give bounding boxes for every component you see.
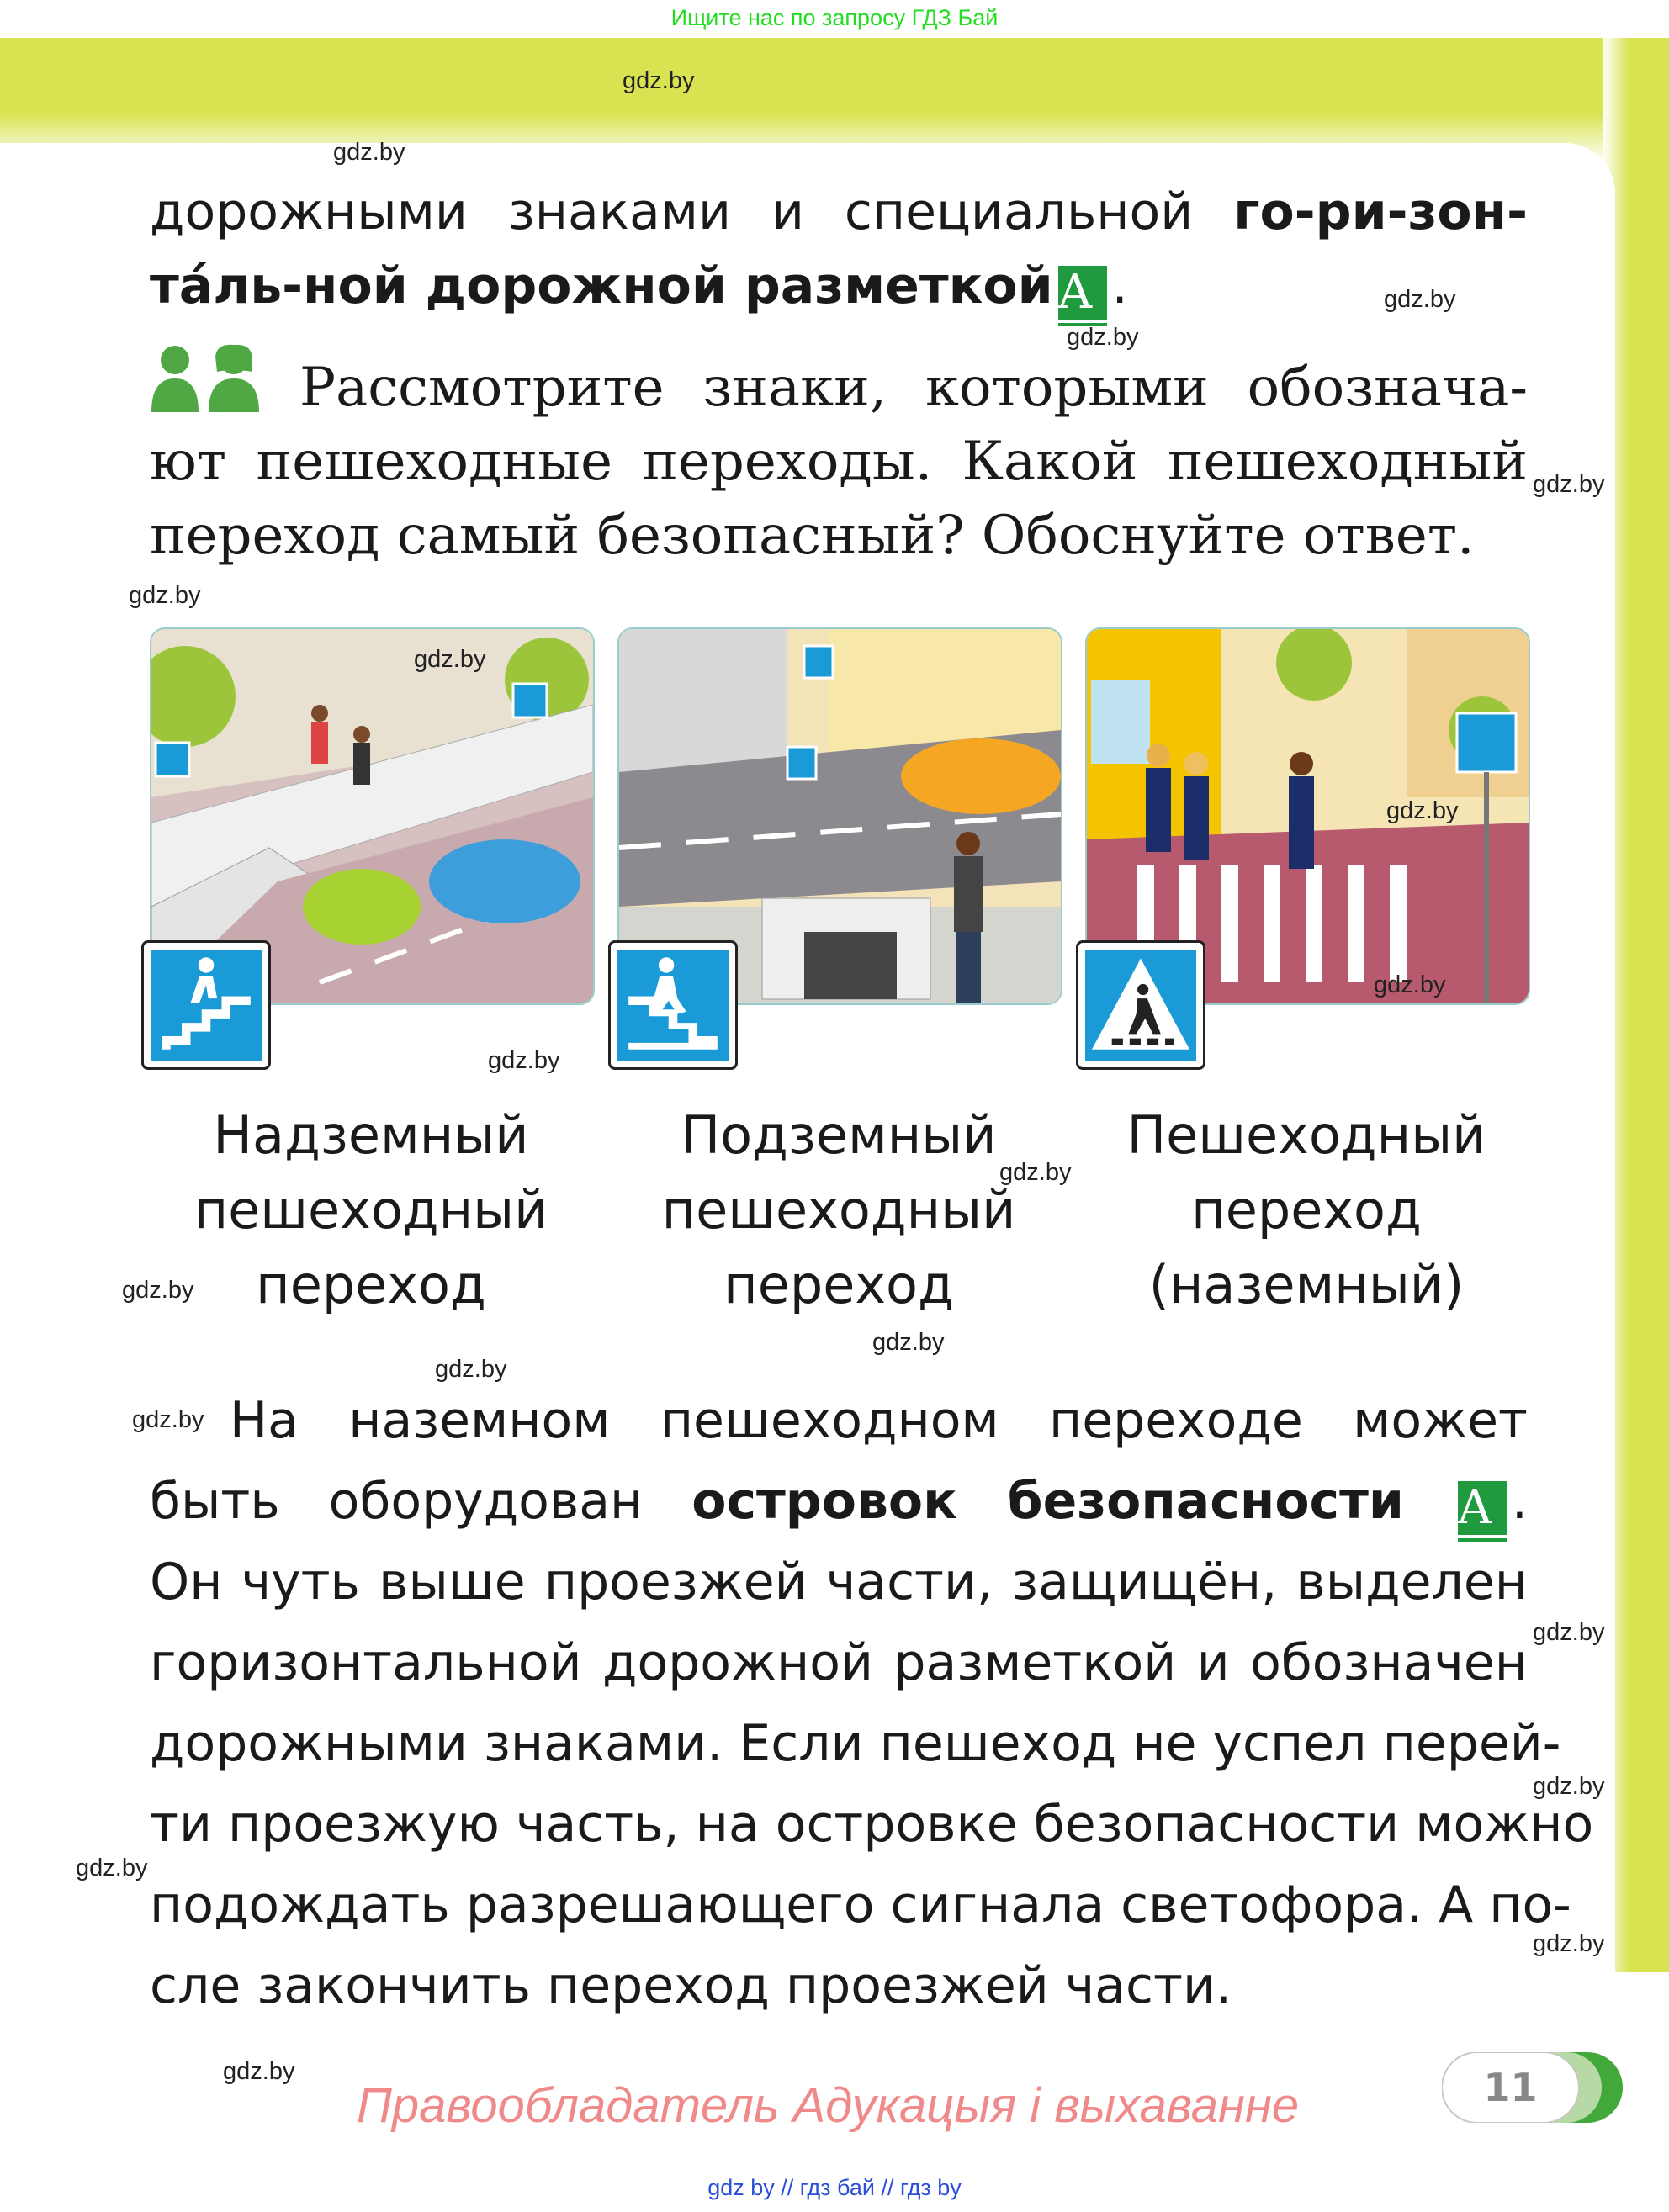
bold-term: та́ль-ной дорожной разметкой	[150, 257, 1053, 315]
caption-line: переход	[723, 1254, 954, 1315]
task-line: Рассмотрите знаки, которыми обознача-	[299, 357, 1528, 419]
text-span: горизонтальной дорожной разметкой и обозначен	[150, 1633, 1528, 1692]
watermark: gdz.by	[122, 1277, 194, 1304]
caption-line: переход	[256, 1254, 486, 1315]
caption-line: пешеходный	[661, 1179, 1016, 1241]
bold-term: го-ри-зон-	[1233, 183, 1528, 241]
task-line: переход самый безопасный? Обоснуйте ответ.	[150, 505, 1475, 567]
pair-work-icon	[150, 343, 262, 412]
bold-term: островок безопасности	[691, 1472, 1404, 1531]
text-span: .	[1111, 257, 1128, 315]
watermark: gdz.by	[1386, 797, 1459, 824]
watermark: gdz.by	[999, 1159, 1072, 1186]
watermark: gdz.by	[623, 67, 695, 94]
text-line	[150, 1714, 1561, 1773]
watermark: gdz.by	[872, 1329, 945, 1356]
text-span: подождать разрешающего сигнала светофора. А по-	[150, 1876, 1571, 1934]
copyright-text: Правообладатель Адукацыя і выхаванне	[356, 2078, 1300, 2133]
text-span: сле закончить переход проезжей части.	[150, 1956, 1232, 2015]
watermark: gdz.by	[1067, 324, 1139, 351]
text-line	[150, 183, 1528, 241]
text-span: дорожными знаками и специальной	[150, 183, 1234, 241]
text-span: дорожными знаками. Если пешеход не успел перей-	[150, 1714, 1561, 1773]
top-banner: Ищите нас по запросу ГДЗ Бай	[670, 5, 999, 30]
text-line	[150, 1553, 1528, 1611]
text-span: На наземном пешеходном переходе может	[230, 1391, 1528, 1450]
caption-underpass	[612, 1098, 1066, 1322]
text-span: Он чуть выше проезжей части, защищён, выделен	[150, 1553, 1528, 1611]
text-span: ти проезжую часть, на островке безопасности можно	[150, 1795, 1594, 1854]
text-span: .	[1511, 1472, 1528, 1531]
text-line	[150, 1473, 1528, 1538]
caption-line: Надземный	[213, 1104, 529, 1166]
watermark: gdz.by	[488, 1047, 560, 1074]
watermark: gdz.by	[1533, 1619, 1605, 1646]
caption-line: Пешеходный	[1126, 1104, 1486, 1166]
text-line	[150, 1634, 1528, 1692]
watermark: gdz.by	[333, 139, 405, 166]
watermark: gdz.by	[1533, 1773, 1605, 1800]
glossary-a-icon[interactable]: A	[1458, 1481, 1507, 1538]
caption-line: пешеходный	[193, 1179, 548, 1241]
watermark: gdz.by	[132, 1406, 204, 1433]
caption-overpass	[144, 1098, 598, 1322]
text-line	[150, 1957, 1528, 2015]
text-line	[150, 257, 1528, 323]
text-line	[230, 1392, 1528, 1450]
text-span	[1404, 1472, 1453, 1531]
watermark: gdz.by	[1374, 971, 1446, 998]
text-line	[150, 1876, 1571, 1934]
watermark: gdz.by	[1384, 286, 1456, 313]
watermark: gdz.by	[1533, 471, 1605, 498]
caption-ground-crossing	[1079, 1098, 1534, 1322]
underpass-sign-icon	[608, 940, 738, 1070]
text-span: быть оборудован	[150, 1472, 692, 1531]
footer-links[interactable]: gdz by // гдз бай // гдз by	[707, 2175, 962, 2200]
task-line: ют пешеходные переходы. Какой пешеходный	[150, 431, 1528, 493]
caption-line: Подземный	[681, 1104, 997, 1166]
watermark: gdz.by	[76, 1855, 148, 1881]
crosswalk-sign-icon	[1076, 940, 1205, 1070]
page-number: 11	[1483, 2065, 1538, 2110]
caption-line: переход	[1191, 1179, 1422, 1241]
watermark: gdz.by	[129, 582, 201, 609]
watermark: gdz.by	[414, 646, 486, 673]
watermark: gdz.by	[1533, 1930, 1605, 1957]
watermark: gdz.by	[435, 1356, 507, 1383]
overpass-sign-icon	[141, 940, 271, 1070]
text-line	[150, 1795, 1594, 1854]
watermark: gdz.by	[223, 2058, 295, 2085]
glossary-a-icon[interactable]: A	[1058, 266, 1107, 323]
caption-line: (наземный)	[1148, 1254, 1465, 1315]
